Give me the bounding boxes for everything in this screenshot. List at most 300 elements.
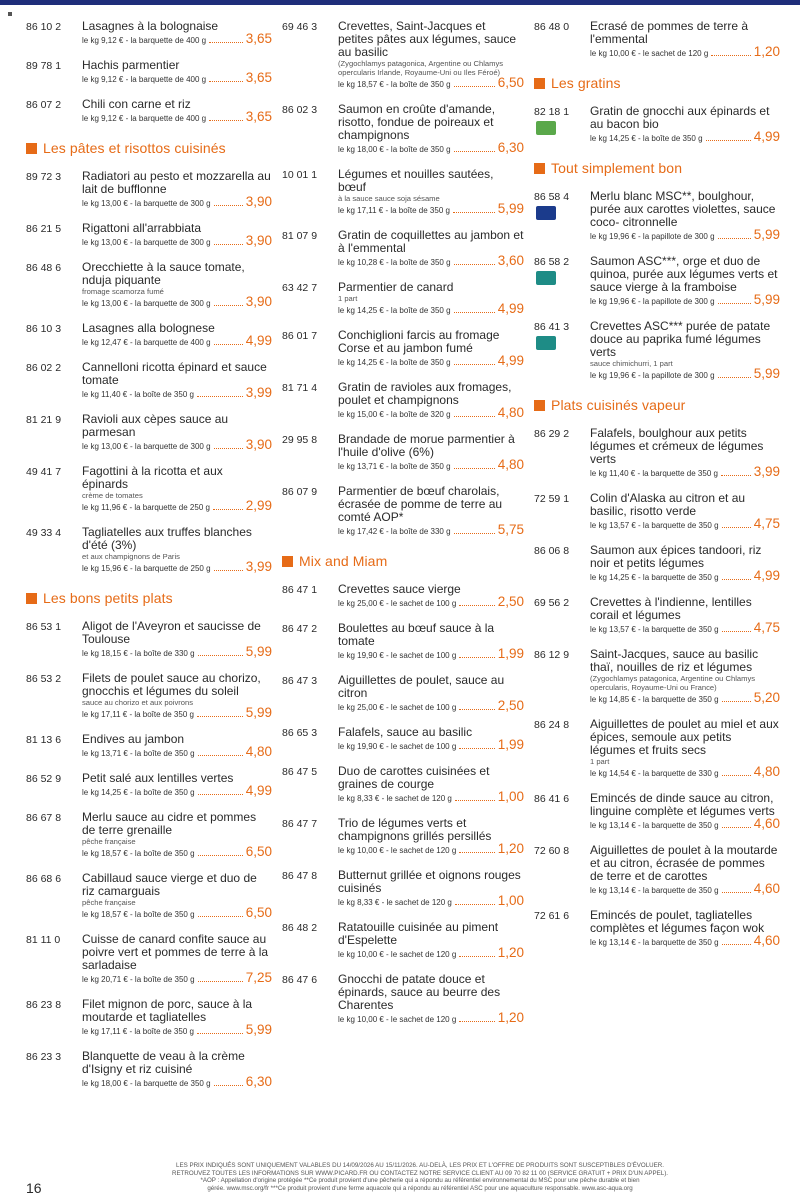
price-line [590, 935, 780, 948]
column-left [26, 20, 272, 1102]
section-title: Plats cuisinés vapeur [551, 397, 686, 413]
product-name: Orecchiette à la sauce tomate, nduja piquante [82, 260, 245, 287]
unit-price: le kg 11,40 € - la boîte de 350 g [82, 390, 194, 399]
price-line [338, 700, 524, 713]
dot-leader [454, 312, 495, 313]
price-line [82, 500, 272, 513]
section-square-icon [534, 78, 545, 89]
product-code: 86 53 1 [26, 621, 62, 633]
product-body [590, 190, 780, 242]
product-item [282, 973, 524, 1025]
product-price: 3,90 [245, 233, 272, 248]
product-item [282, 622, 524, 661]
product-code: 72 59 1 [534, 493, 570, 505]
product-price: 4,80 [245, 744, 272, 759]
product-item [26, 526, 272, 574]
product-name: Légumes et nouilles sautées, bœuf [338, 167, 494, 194]
dot-leader [718, 377, 751, 378]
product-body [338, 433, 524, 472]
product-item [282, 103, 524, 155]
price-line [590, 692, 780, 705]
product-item [26, 98, 272, 124]
unit-price: le kg 10,28 € - la boîte de 350 g [338, 258, 451, 267]
corner-mark [8, 12, 12, 16]
product-name: Lasagnes alla bolognese [82, 321, 215, 335]
product-name: Radiatori au pesto et mozzarella au lait de bufflonne [82, 169, 271, 196]
product-name: Parmentier de canard [338, 280, 454, 294]
product-body [590, 596, 780, 635]
price-line [338, 524, 524, 537]
unit-price: le kg 9,12 € - la barquette de 400 g [82, 36, 207, 45]
product-detail: (Zygochlamys patagonica, Argentine ou Chlamys opercularis, Royaume-Uni ou France) [590, 674, 756, 692]
product-code: 86 02 2 [26, 362, 62, 374]
product-price: 4,99 [245, 333, 272, 348]
product-code: 86 48 0 [534, 21, 570, 33]
section-heading [26, 590, 272, 606]
product-name: Saint-Jacques, sauce au basilic thaï, nouilles de riz et légumes [590, 647, 759, 674]
product-body [590, 105, 780, 144]
product-price: 3,90 [245, 437, 272, 452]
product-price: 3,99 [753, 464, 780, 479]
product-code: 86 67 8 [26, 812, 62, 824]
price-line [338, 895, 524, 908]
product-code: 86 41 6 [534, 793, 570, 805]
product-name: Gratin de coquillettes au jambon et à l'emmental [338, 228, 524, 255]
product-code: 49 33 4 [26, 527, 62, 539]
product-detail: pêche française [82, 898, 136, 907]
product-body [338, 622, 524, 661]
footer-line: gérée. www.msc.org/fr ***Ce produit provient d'une ferme aquacole qui a répondu au référentiel ASC pour une aquaculture responsable. www.asc-aqua.org [207, 1184, 633, 1192]
unit-price: le kg 8,33 € - le sachet de 120 g [338, 898, 452, 907]
dot-leader [454, 416, 495, 417]
product-item [534, 320, 780, 381]
product-price: 4,80 [497, 405, 524, 420]
column-right [534, 20, 780, 961]
product-body [590, 320, 780, 381]
product-price: 4,75 [753, 620, 780, 635]
price-line [338, 255, 524, 268]
unit-price: le kg 14,25 € - la boîte de 350 g [82, 788, 195, 797]
product-body [82, 933, 272, 985]
product-detail: (Zygochlamys patagonica, Argentine ou Chlamys opercularis Irlande, Royaume-Uni ou Iles Féroé) [338, 59, 504, 77]
product-name: Cannelloni ricotta épinard et sauce tomate [82, 360, 267, 387]
dot-leader [722, 892, 751, 893]
dot-leader [214, 1085, 243, 1086]
unit-price: le kg 10,00 € - le sachet de 120 g [338, 1015, 457, 1024]
section-square-icon [534, 400, 545, 411]
product-name: Crevettes à l'indienne, lentilles corail et légumes [590, 595, 752, 622]
price-line [590, 883, 780, 896]
dot-leader [454, 86, 495, 87]
unit-price: le kg 17,11 € - la boîte de 350 g [82, 710, 194, 719]
product-detail: sauce au chorizo et aux poivrons [82, 698, 194, 707]
product-name: Saumon ASC***, orge et duo de quinoa, purée aux légumes verts et sauce vierge à la framboise [590, 254, 778, 294]
product-item [534, 20, 780, 59]
dot-leader [722, 631, 751, 632]
product-body [590, 909, 780, 948]
product-name: Merlu blanc MSC**, boulghour, purée aux carottes violettes, sauce coco- citronnelle [590, 189, 776, 229]
product-code: 86 12 9 [534, 649, 570, 661]
dot-leader [197, 1033, 243, 1034]
product-body [82, 811, 272, 859]
product-body [82, 620, 272, 659]
product-detail: 1 part [590, 757, 610, 766]
product-code: 63 42 7 [282, 282, 318, 294]
bio-label-icon [536, 121, 556, 135]
unit-price: le kg 11,96 € - la barquette de 250 g [82, 503, 210, 512]
product-item [26, 413, 272, 452]
product-name: Gratin de gnocchi aux épinards et au bacon bio [590, 104, 770, 131]
product-code: 86 58 4 [534, 191, 570, 203]
product-name: Ecrasé de pommes de terre à l'emmental [590, 19, 749, 46]
section-heading [534, 160, 780, 176]
product-name: Saumon en croûte d'amande, risotto, fondue de poireaux et champignons [338, 102, 496, 142]
product-body [590, 844, 780, 896]
dot-leader [454, 264, 495, 265]
asc-label-icon [536, 336, 556, 350]
product-price: 2,99 [245, 498, 272, 513]
product-code: 86 29 2 [534, 428, 570, 440]
product-item [282, 229, 524, 268]
product-price: 3,99 [245, 559, 272, 574]
product-item [282, 485, 524, 537]
dot-leader [459, 657, 494, 658]
price-line [338, 355, 524, 368]
dot-leader [722, 579, 751, 580]
product-body [82, 361, 272, 400]
price-line [590, 766, 780, 779]
product-body [590, 792, 780, 831]
dot-leader [721, 475, 751, 476]
price-line [82, 335, 272, 348]
unit-price: le kg 14,54 € - la barquette de 330 g [590, 769, 719, 778]
unit-price: le kg 20,71 € - la boîte de 350 g [82, 975, 195, 984]
unit-price: le kg 11,40 € - la barquette de 350 g [590, 469, 718, 478]
unit-price: le kg 13,71 € - la boîte de 350 g [82, 749, 195, 758]
product-code: 86 48 6 [26, 262, 62, 274]
price-line [338, 947, 524, 960]
unit-price: le kg 13,00 € - la barquette de 300 g [82, 299, 211, 308]
dot-leader [214, 448, 243, 449]
price-line [338, 77, 524, 90]
price-line [82, 972, 272, 985]
product-body [338, 726, 524, 752]
price-line [82, 439, 272, 452]
product-item [534, 105, 780, 144]
unit-price: le kg 18,57 € - la boîte de 350 g [338, 80, 451, 89]
dot-leader [198, 755, 243, 756]
price-line [82, 846, 272, 859]
unit-price: le kg 13,14 € - la barquette de 350 g [590, 821, 719, 830]
product-item [534, 492, 780, 531]
unit-price: le kg 10,00 € - le sachet de 120 g [338, 950, 457, 959]
price-line [590, 229, 780, 242]
price-line [82, 387, 272, 400]
product-name: Lasagnes à la bolognaise [82, 19, 219, 33]
unit-price: le kg 13,14 € - la barquette de 350 g [590, 938, 719, 947]
product-name: Emincés de poulet, tagliatelles complètes et légumes façon wok [590, 908, 765, 935]
product-code: 86 58 2 [534, 256, 570, 268]
unit-price: le kg 9,12 € - la barquette de 400 g [82, 114, 207, 123]
dot-leader [197, 396, 243, 397]
product-price: 3,60 [497, 253, 524, 268]
product-name: Boulettes au bœuf sauce à la tomate [338, 621, 495, 648]
product-code: 86 10 2 [26, 21, 62, 33]
product-code: 86 23 8 [26, 999, 62, 1011]
product-price: 1,20 [497, 945, 524, 960]
product-item [282, 817, 524, 856]
section-heading [26, 140, 272, 156]
product-item [282, 168, 524, 216]
unit-price: le kg 15,96 € - la barquette de 250 g [82, 564, 211, 573]
dot-leader [455, 800, 495, 801]
product-code: 86 48 2 [282, 922, 318, 934]
product-body [82, 733, 272, 759]
product-body [82, 20, 272, 46]
product-body [82, 322, 272, 348]
product-detail: et aux champignons de Paris [82, 552, 180, 561]
unit-price: le kg 10,00 € - le sachet de 120 g [590, 49, 709, 58]
section-square-icon [534, 163, 545, 174]
product-body [590, 255, 780, 307]
product-code: 69 46 3 [282, 21, 318, 33]
product-detail: fromage scamorza fumé [82, 287, 164, 296]
product-item [534, 792, 780, 831]
product-price: 4,60 [753, 816, 780, 831]
price-line [82, 111, 272, 124]
product-body [338, 381, 524, 420]
price-line [338, 596, 524, 609]
product-price: 5,99 [245, 705, 272, 720]
product-name: Gratin de ravioles aux fromages, poulet et champignons [338, 380, 512, 407]
product-body [590, 718, 780, 779]
product-body [82, 998, 272, 1037]
section-title: Les pâtes et risottos cuisinés [43, 140, 226, 156]
product-name: Cabillaud sauce vierge et duo de riz camarguais [82, 871, 257, 898]
product-body [338, 20, 524, 90]
section-heading [534, 75, 780, 91]
dot-leader [454, 533, 495, 534]
product-body [82, 526, 272, 574]
product-item [282, 433, 524, 472]
dot-leader [454, 468, 495, 469]
dot-leader [214, 344, 243, 345]
product-name: Cuisse de canard confite sauce au poivre vert et pommes de terre à la sarladaise [82, 932, 269, 972]
page-number: 16 [26, 1180, 42, 1196]
product-price: 3,90 [245, 294, 272, 309]
price-line [590, 46, 780, 59]
product-body [82, 772, 272, 798]
product-name: Aiguillettes de poulet au miel et aux épices, semoule aux petits légumes et fruits secs [590, 717, 779, 757]
dot-leader [198, 794, 243, 795]
dot-leader [214, 244, 243, 245]
product-code: 89 72 3 [26, 171, 62, 183]
product-price: 1,20 [753, 44, 780, 59]
price-line [82, 1076, 272, 1089]
unit-price: le kg 12,47 € - la barquette de 400 g [82, 338, 211, 347]
price-line [590, 368, 780, 381]
product-item [534, 909, 780, 948]
product-body [82, 98, 272, 124]
product-item [26, 672, 272, 720]
product-item [282, 674, 524, 713]
price-line [82, 196, 272, 209]
unit-price: le kg 9,12 € - la barquette de 400 g [82, 75, 207, 84]
section-title: Tout simplement bon [551, 160, 683, 176]
product-name: Fagottini à la ricotta et aux épinards [82, 464, 223, 491]
unit-price: le kg 13,00 € - la barquette de 300 g [82, 238, 211, 247]
price-line [82, 1024, 272, 1037]
product-name: Aiguillettes de poulet, sauce au citron [338, 673, 505, 700]
product-item [534, 844, 780, 896]
dot-leader [722, 944, 751, 945]
footer-line: RETROUVEZ TOUTES LES INFORMATIONS SUR WWW.PICARD.FR OU CONTACTEZ NOTRE SERVICE CLIENT AU 09 70 82 11 00 (SERVICE GRATUIT + PRIX D'UN APPEL). [172, 1169, 668, 1177]
product-detail: 1 part [338, 294, 358, 303]
product-name: Colin d'Alaska au citron et au basilic, risotto verde [590, 491, 746, 518]
product-item [26, 59, 272, 85]
dot-leader [198, 655, 243, 656]
dot-leader [214, 205, 243, 206]
product-body [338, 921, 524, 960]
product-body [590, 492, 780, 531]
unit-price: le kg 14,85 € - la barquette de 350 g [590, 695, 719, 704]
unit-price: le kg 19,90 € - le sachet de 100 g [338, 651, 457, 660]
unit-price: le kg 13,14 € - la barquette de 350 g [590, 886, 719, 895]
dot-leader [722, 701, 751, 702]
dot-leader [459, 709, 494, 710]
product-price: 4,99 [497, 353, 524, 368]
product-item [534, 190, 780, 242]
footer-line: *AOP : Appellation d'origine protégée **Ce produit provient d'une pêcherie qui a répondu au référentiel environnemental du MSC pour une pêche durable et bien [200, 1177, 640, 1184]
price-line [338, 648, 524, 661]
unit-price: le kg 8,33 € - le sachet de 120 g [338, 794, 452, 803]
product-price: 6,50 [497, 75, 524, 90]
unit-price: le kg 14,25 € - la boîte de 350 g [338, 306, 451, 315]
dot-leader [706, 140, 751, 141]
price-line [82, 785, 272, 798]
footer-line: LES PRIX INDIQUÉS SONT UNIQUEMENT VALABLES DU 14/09/2026 AU 15/11/2026. AU-DELÀ, LES PRIX ET L'OFFRE DE PRODUITS SONT SUSCEPTIBLES D'ÉVOLUER. [176, 1162, 664, 1169]
product-price: 4,99 [753, 129, 780, 144]
dot-leader [459, 956, 494, 957]
price-line [590, 622, 780, 635]
price-line [82, 33, 272, 46]
product-price: 5,99 [245, 1022, 272, 1037]
dot-leader [214, 305, 243, 306]
dot-leader [459, 852, 494, 853]
product-price: 3,90 [245, 194, 272, 209]
product-code: 86 47 6 [282, 974, 318, 986]
product-name: Petit salé aux lentilles vertes [82, 771, 234, 785]
section-title: Les gratins [551, 75, 621, 91]
section-title: Mix and Miam [299, 553, 388, 569]
product-name: Crevettes ASC*** purée de patate douce au paprika fumé légumes verts [590, 319, 771, 359]
product-price: 1,99 [497, 646, 524, 661]
product-name: Blanquette de veau à la crème d'Isigny et riz cuisiné [82, 1049, 245, 1076]
product-item [26, 222, 272, 248]
price-line [338, 791, 524, 804]
unit-price: le kg 19,96 € - la papillote de 300 g [590, 232, 715, 241]
price-line [338, 1012, 524, 1025]
unit-price: le kg 17,11 € - la boîte de 350 g [338, 206, 450, 215]
top-color-bar [0, 0, 800, 5]
unit-price: le kg 18,00 € - la barquette de 350 g [82, 1079, 211, 1088]
dot-leader [711, 55, 750, 56]
price-line [590, 570, 780, 583]
dot-leader [718, 238, 751, 239]
price-line [338, 142, 524, 155]
price-line [82, 561, 272, 574]
product-body [338, 485, 524, 537]
unit-price: le kg 19,96 € - la papillote de 300 g [590, 297, 715, 306]
product-item [26, 811, 272, 859]
product-price: 4,60 [753, 933, 780, 948]
section-square-icon [282, 556, 293, 567]
product-name: Trio de légumes verts et champignons grillés persillés [338, 816, 492, 843]
product-item [26, 170, 272, 209]
product-item [534, 427, 780, 479]
product-name: Filets de poulet sauce au chorizo, gnocchis et légumes du soleil [82, 671, 261, 698]
section-square-icon [26, 143, 37, 154]
dot-leader [455, 904, 495, 905]
product-code: 86 68 6 [26, 873, 62, 885]
dot-leader [198, 855, 243, 856]
product-name: Saumon aux épices tandoori, riz noir et petits légumes [590, 543, 762, 570]
product-price: 6,30 [497, 140, 524, 155]
product-code: 86 21 5 [26, 223, 62, 235]
unit-price: le kg 14,25 € - la boîte de 350 g [590, 134, 703, 143]
product-code: 86 52 9 [26, 773, 62, 785]
product-item [26, 465, 272, 513]
product-item [282, 726, 524, 752]
product-price: 1,99 [497, 737, 524, 752]
product-body [82, 672, 272, 720]
product-code: 86 24 8 [534, 719, 570, 731]
dot-leader [213, 509, 243, 510]
product-name: Duo de carottes cuisinées et graines de courge [338, 764, 490, 791]
product-code: 81 13 6 [26, 734, 62, 746]
product-body [338, 281, 524, 316]
price-line [338, 203, 524, 216]
dot-leader [454, 151, 495, 152]
product-price: 5,99 [753, 227, 780, 242]
dot-leader [209, 81, 243, 82]
unit-price: le kg 15,00 € - la boîte de 320 g [338, 410, 451, 419]
product-item [26, 872, 272, 920]
price-line [338, 407, 524, 420]
unit-price: le kg 19,96 € - la papillote de 300 g [590, 371, 715, 380]
product-price: 4,99 [753, 568, 780, 583]
product-name: Crevettes sauce vierge [338, 582, 461, 596]
product-item [26, 998, 272, 1037]
unit-price: le kg 13,00 € - la barquette de 300 g [82, 442, 211, 451]
product-price: 2,50 [497, 698, 524, 713]
product-code: 86 47 3 [282, 675, 318, 687]
product-code: 86 01 7 [282, 330, 318, 342]
unit-price: le kg 18,15 € - la boîte de 330 g [82, 649, 195, 658]
product-item [534, 596, 780, 635]
product-item [282, 869, 524, 908]
price-line [82, 907, 272, 920]
product-code: 49 41 7 [26, 466, 62, 478]
product-code: 86 47 8 [282, 870, 318, 882]
asc-label-icon [536, 271, 556, 285]
product-body [338, 817, 524, 856]
dot-leader [722, 775, 751, 776]
product-name: Crevettes, Saint-Jacques et petites pâtes aux légumes, sauce au basilic [338, 19, 517, 59]
product-name: Brandade de morue parmentier à l'huile d'olive (6%) [338, 432, 515, 459]
product-name: Emincés de dinde sauce au citron, linguine complète et légumes verts [590, 791, 775, 818]
product-item [534, 544, 780, 583]
